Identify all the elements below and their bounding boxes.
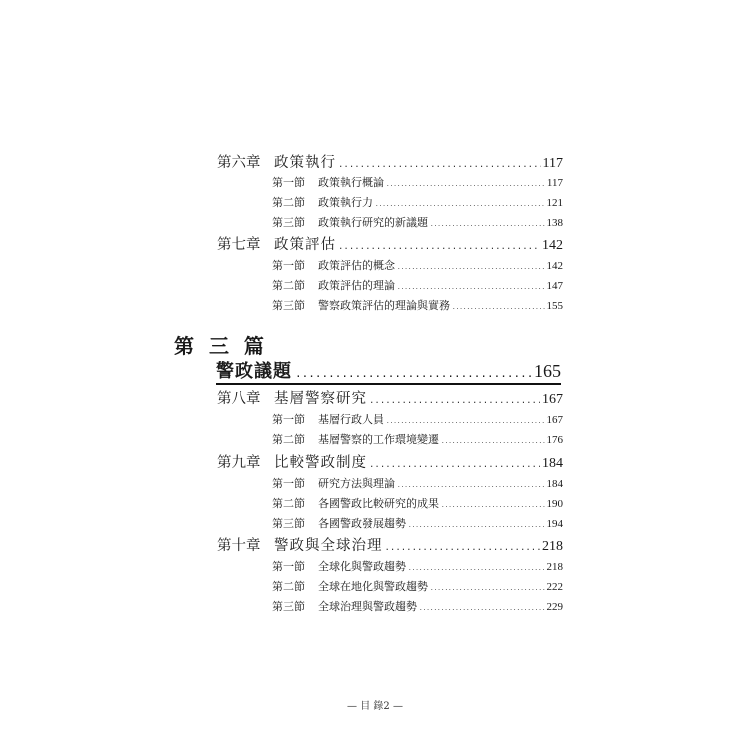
leader-dots: [369, 396, 540, 406]
page-number: 147: [546, 280, 563, 292]
leader-dots: [338, 242, 540, 252]
section-number: 第三節: [272, 299, 305, 312]
section-title: 政策評估的概念: [318, 259, 395, 272]
section-number: 第二節: [272, 279, 305, 292]
leader-dots: [386, 181, 545, 188]
chapter-number: 第十章: [217, 538, 261, 554]
chapter-title: 基層警察研究: [274, 391, 367, 407]
part-heading: 第 三 篇: [174, 334, 268, 358]
toc-section: [272, 515, 563, 533]
leader-dots: [408, 522, 545, 529]
section-number: 第一節: [272, 259, 305, 272]
page-footer: — 目 錄2 —: [347, 701, 403, 712]
page-number: 142: [542, 238, 563, 253]
toc-section: [272, 475, 563, 493]
leader-dots: [408, 565, 545, 572]
page-number: 167: [546, 414, 563, 426]
section-title: 政策評估的理論: [318, 279, 395, 292]
leader-dots: [397, 264, 545, 271]
page-number: 218: [546, 561, 563, 573]
page-number: 222: [546, 581, 563, 593]
toc-section: [272, 578, 563, 596]
chapter-title: 政策評估: [274, 237, 336, 253]
toc-chapter-8: [217, 387, 563, 409]
section-title: 全球化與警政趨勢: [318, 560, 406, 573]
section-title: 基層行政人員: [318, 413, 384, 426]
section-title: 政策執行力: [318, 196, 373, 209]
section-number: 第一節: [272, 176, 305, 189]
page-number: 165: [534, 361, 561, 381]
section-number: 第一節: [272, 413, 305, 426]
leader-dots: [338, 160, 541, 170]
leader-dots: [385, 543, 541, 553]
toc-section: [272, 174, 563, 192]
toc-section: [272, 495, 563, 513]
toc-chapter-6: [217, 151, 563, 173]
toc-chapter-10: [217, 534, 563, 556]
chapter-title: 警政與全球治理: [274, 538, 383, 554]
leader-dots: [430, 221, 545, 228]
section-title: 警察政策評估的理論與實務: [318, 299, 450, 312]
leader-dots: [452, 304, 545, 311]
section-title: 各國警政發展趨勢: [318, 517, 406, 530]
leader-dots: [441, 502, 545, 509]
leader-dots: [295, 367, 531, 380]
toc-section: [272, 558, 563, 576]
leader-dots: [441, 438, 545, 445]
section-title: 全球在地化與警政趨勢: [318, 580, 428, 593]
toc-section: [272, 194, 563, 212]
toc-section: [272, 277, 563, 295]
toc-section: [272, 598, 563, 616]
section-title: 政策執行研究的新議題: [318, 216, 428, 229]
section-title: 政策執行概論: [318, 176, 384, 189]
leader-dots: [397, 284, 545, 291]
page-number: 117: [542, 156, 563, 171]
section-title: 研究方法與理論: [318, 477, 395, 490]
chapter-number: 第九章: [217, 455, 261, 471]
page-number: 167: [542, 392, 563, 407]
page-number: 121: [546, 197, 563, 209]
leader-dots: [430, 585, 545, 592]
chapter-number: 第七章: [217, 237, 261, 253]
chapter-title: 比較警政制度: [274, 455, 367, 471]
leader-dots: [369, 460, 540, 470]
leader-dots: [375, 201, 545, 208]
page-number: 176: [546, 434, 563, 446]
page-number: 184: [546, 478, 563, 490]
section-title: 各國警政比較研究的成果: [318, 497, 439, 510]
chapter-number: 第八章: [217, 391, 261, 407]
page-number: 190: [546, 498, 563, 510]
part-title-row: [216, 357, 561, 385]
toc-section: [272, 411, 563, 429]
page-number: 184: [542, 456, 563, 471]
page-number: 142: [546, 260, 563, 272]
toc-section: [272, 431, 563, 449]
toc-section: [272, 214, 563, 232]
chapter-number: 第六章: [217, 155, 261, 171]
section-number: 第二節: [272, 433, 305, 446]
section-title: 全球治理與警政趨勢: [318, 600, 417, 613]
toc-section: [272, 257, 563, 275]
leader-dots: [397, 482, 545, 489]
toc-section: [272, 297, 563, 315]
page-number: 155: [546, 300, 563, 312]
section-number: 第三節: [272, 216, 305, 229]
section-number: 第一節: [272, 560, 305, 573]
section-number: 第三節: [272, 600, 305, 613]
page-number: 218: [542, 539, 563, 554]
section-title: 基層警察的工作環境變遷: [318, 433, 439, 446]
section-number: 第二節: [272, 580, 305, 593]
section-number: 第一節: [272, 477, 305, 490]
section-number: 第二節: [272, 497, 305, 510]
part-title: 警政議題: [216, 361, 292, 382]
page-number: 229: [546, 601, 563, 613]
page-number: 117: [546, 177, 563, 189]
toc-chapter-9: [217, 451, 563, 473]
section-number: 第二節: [272, 196, 305, 209]
section-number: 第三節: [272, 517, 305, 530]
page-number: 194: [546, 518, 563, 530]
page-number: 138: [546, 217, 563, 229]
toc-chapter-7: [217, 233, 563, 255]
leader-dots: [386, 418, 545, 425]
leader-dots: [419, 605, 545, 612]
chapter-title: 政策執行: [274, 155, 336, 171]
